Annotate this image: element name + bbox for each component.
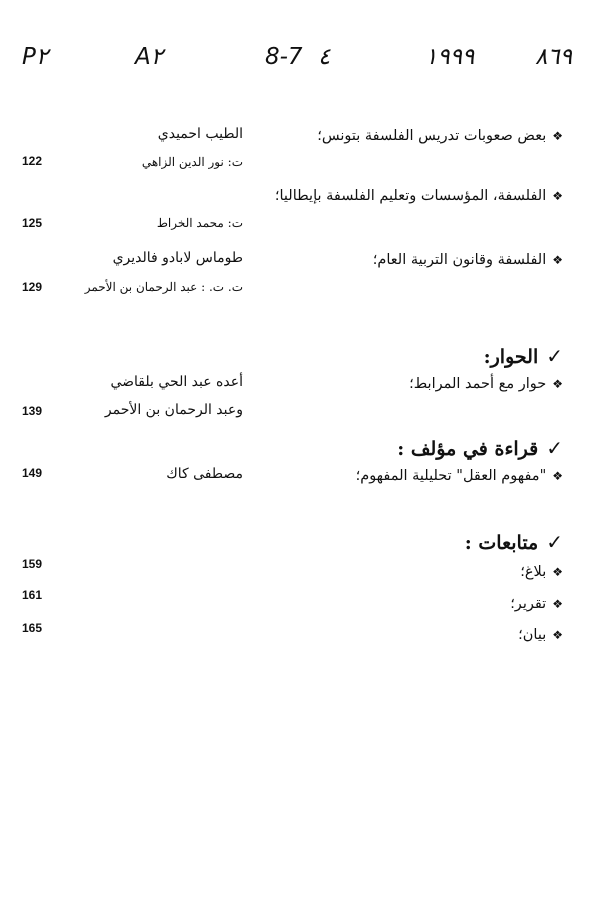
section-heading-followups: ✓متابعات : bbox=[464, 530, 563, 554]
bullet-icon: ❖ bbox=[552, 377, 563, 391]
header-handwriting-4: 8-7 bbox=[265, 44, 303, 70]
header-handwriting-3: ٤ bbox=[318, 44, 331, 70]
bullet-icon: ❖ bbox=[552, 253, 563, 267]
article-author-3: طوماس لابادو فالديري bbox=[112, 250, 243, 266]
section-heading-dialogue: ✓الحوار: bbox=[483, 344, 563, 368]
article-translator-1: ت: نور الدين الزاهي bbox=[141, 155, 243, 169]
bullet-icon: ❖ bbox=[552, 597, 563, 611]
header-handwriting-1: ٨٦٩ bbox=[535, 44, 573, 70]
bullet-icon: ❖ bbox=[552, 628, 563, 642]
dialogue-item: ❖حوار مع أحمد المرابط؛ bbox=[409, 376, 563, 392]
reading-author: مصطفى كاك bbox=[166, 466, 243, 482]
followup-item-3: ❖بيان؛ bbox=[518, 627, 563, 643]
followup-page-3: 165 bbox=[22, 621, 43, 635]
article-author-1: الطيب احميدي bbox=[157, 126, 243, 142]
article-page-1: 122 bbox=[22, 154, 43, 168]
article-page-2: 125 bbox=[22, 216, 43, 230]
dialogue-author-1: أعده عبد الحي بلقاضي bbox=[110, 374, 243, 390]
dialogue-author-2: وعبد الرحمان بن الأحمر bbox=[104, 402, 243, 418]
header-handwriting-6: P٢ bbox=[22, 44, 49, 70]
article-title-1: ❖بعض صعوبات تدريس الفلسفة بتونس؛ bbox=[317, 128, 563, 144]
check-icon: ✓ bbox=[546, 530, 563, 554]
followup-item-2: ❖تقرير؛ bbox=[510, 596, 563, 612]
reading-page: 149 bbox=[22, 466, 43, 480]
check-icon: ✓ bbox=[546, 436, 563, 460]
article-page-3: 129 bbox=[22, 280, 43, 294]
followup-item-1: ❖بلاغ؛ bbox=[520, 564, 563, 580]
check-icon: ✓ bbox=[546, 344, 563, 368]
header-handwriting-5: A٢ bbox=[135, 44, 164, 70]
article-title-3: ❖الفلسفة وقانون التربية العام؛ bbox=[372, 252, 563, 268]
bullet-icon: ❖ bbox=[552, 469, 563, 483]
followup-page-1: 159 bbox=[22, 557, 43, 571]
bullet-icon: ❖ bbox=[552, 129, 563, 143]
article-translator-2: ت: محمد الخراط bbox=[156, 216, 243, 230]
section-heading-reading: ✓قراءة في مؤلف : bbox=[397, 436, 563, 460]
article-title-2: ❖الفلسفة، المؤسسات وتعليم الفلسفة بإيطاليا؛ bbox=[274, 188, 563, 204]
bullet-icon: ❖ bbox=[552, 565, 563, 579]
followup-page-2: 161 bbox=[22, 588, 43, 602]
dialogue-page: 139 bbox=[22, 404, 43, 418]
header-handwriting-2: ١٩٩٩ bbox=[425, 44, 475, 70]
bullet-icon: ❖ bbox=[552, 189, 563, 203]
reading-item: ❖"مفهوم العقل" تحليلية المفهوم؛ bbox=[355, 468, 563, 484]
article-translator-3: ت. ت. : عبد الرحمان بن الأحمر bbox=[84, 280, 243, 294]
